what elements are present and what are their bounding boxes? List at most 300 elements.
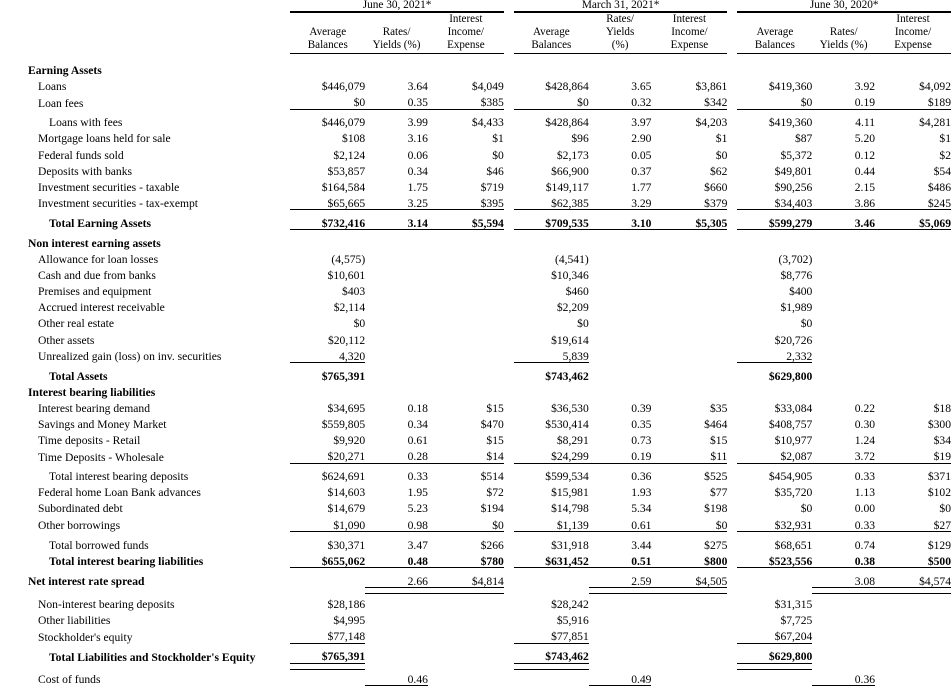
section-heading-non-interest-earning-assets — [0, 233, 951, 249]
cell-value: $395 — [480, 196, 504, 210]
cell-value: $385 — [480, 96, 504, 110]
cell-value: $4,281 — [919, 116, 951, 130]
empty-cell — [290, 233, 365, 249]
cell-value — [428, 266, 504, 282]
cell-value — [589, 250, 652, 266]
cell-value: $0 — [800, 502, 813, 516]
cell-value: $66,900 — [551, 164, 589, 178]
cell-value: 0.98 — [407, 518, 428, 532]
empty-cell — [737, 233, 812, 249]
column-gap — [504, 447, 514, 464]
column-gap — [504, 193, 514, 210]
cell-value: $28,242 — [551, 597, 589, 611]
cell-value: $266 — [480, 538, 504, 552]
cell-value — [589, 594, 652, 611]
cell-value: 4.11 — [855, 116, 876, 130]
cell-value — [875, 298, 951, 314]
header-rates-yields-g1: Rates/ Yields (%) — [365, 12, 428, 53]
empty-cell — [428, 233, 504, 249]
row-interest-bearing-demand — [0, 398, 951, 414]
cell-value: $732,416 — [321, 216, 366, 230]
cell-value: (4,575) — [331, 253, 366, 267]
column-gap — [727, 398, 737, 414]
cell-value: 3.25 — [407, 196, 428, 210]
empty-cell — [365, 61, 428, 77]
row-investment-securities-tax-exempt — [0, 193, 951, 210]
row-cost-of-funds — [0, 669, 951, 686]
column-gap — [504, 161, 514, 177]
cell-value: $500 — [927, 554, 951, 568]
column-gap — [727, 161, 737, 177]
corner-cell — [0, 0, 290, 12]
column-gap — [504, 213, 514, 230]
cell-value — [365, 627, 428, 644]
cell-value: $408,757 — [768, 418, 813, 431]
cell-value: $36,530 — [551, 401, 589, 415]
row-unrealized-gain-loss-inv-securities — [0, 346, 951, 363]
cell-value — [651, 627, 727, 644]
cell-value: $379 — [704, 196, 728, 210]
empty-cell — [589, 233, 652, 249]
cell-value: $1 — [715, 132, 728, 146]
cell-value — [812, 282, 875, 298]
column-gap — [727, 129, 737, 145]
row-total-interest-bearing-deposits — [0, 467, 951, 483]
cell-value: 0.46 — [407, 672, 428, 686]
empty-cell — [504, 61, 514, 77]
row-label: Cash and due from banks — [38, 269, 156, 283]
cell-value: $765,391 — [321, 369, 366, 383]
cell-value: $34,695 — [327, 401, 366, 415]
section-heading-earning-assets — [0, 61, 951, 77]
row-label: Subordinated debt — [38, 502, 123, 516]
cell-value — [875, 594, 951, 611]
cell-value: $1,989 — [780, 301, 813, 315]
row-label: Premises and equipment — [38, 285, 152, 299]
cell-value: 2.59 — [631, 574, 652, 588]
cell-value: $0 — [939, 502, 951, 516]
cell-value: $419,360 — [768, 116, 813, 130]
empty-cell — [727, 382, 737, 398]
cell-value — [651, 282, 727, 298]
cell-value: $743,462 — [545, 650, 589, 664]
row-accrued-interest-receivable — [0, 298, 951, 314]
column-gap — [727, 431, 737, 447]
empty-cell — [365, 233, 428, 249]
cell-value — [651, 346, 727, 363]
cell-value: $446,079 — [321, 80, 366, 94]
row-label: Time deposits - Retail — [38, 434, 141, 448]
row-label: Non-interest bearing deposits — [38, 597, 175, 611]
column-gap — [727, 177, 737, 193]
cell-value: $18 — [933, 401, 951, 415]
cell-value: 3.86 — [854, 196, 876, 210]
cell-value: 3.46 — [854, 216, 876, 230]
row-label: Savings and Money Market — [38, 418, 167, 431]
row-label: Total Assets — [49, 369, 108, 383]
empty-cell — [428, 61, 504, 77]
cell-value: 1.24 — [854, 434, 876, 448]
cell-value: $719 — [480, 180, 504, 194]
column-gap — [504, 93, 514, 110]
cell-value — [812, 330, 875, 346]
cell-value: $19,614 — [551, 333, 589, 347]
cell-value: $90,256 — [774, 180, 813, 194]
cell-value: 0.05 — [631, 148, 652, 162]
column-gap — [504, 330, 514, 346]
cell-value: 5.23 — [407, 502, 428, 516]
cell-value: $102 — [927, 486, 951, 500]
cell-value: $0 — [353, 96, 366, 110]
column-group-header-row — [0, 0, 951, 12]
cell-value: $629,800 — [768, 369, 813, 383]
cell-value — [875, 647, 951, 664]
cell-value: $4,574 — [919, 574, 951, 588]
empty-cell — [290, 382, 365, 398]
column-gap — [727, 298, 737, 314]
row-label: Total interest bearing deposits — [49, 470, 189, 484]
column-gap — [727, 627, 737, 644]
cell-value: 3.14 — [407, 216, 428, 230]
cell-value — [428, 366, 504, 382]
cell-value — [428, 627, 504, 644]
cell-value: 1.75 — [407, 180, 428, 194]
cell-value: $780 — [480, 554, 504, 568]
cell-value: 0.61 — [407, 434, 428, 448]
column-gap — [504, 627, 514, 644]
row-label: Other borrowings — [38, 519, 121, 533]
cell-value: $129 — [927, 538, 951, 552]
cell-value: 5,839 — [562, 349, 589, 363]
header-body-spacer — [0, 53, 951, 61]
cell-value: $53,857 — [327, 164, 366, 178]
cell-value: $709,535 — [545, 216, 589, 230]
column-gap — [727, 330, 737, 346]
cell-value: $800 — [704, 554, 728, 568]
cell-value: $20,271 — [327, 450, 366, 464]
cell-value: $65,665 — [327, 196, 366, 210]
cell-value — [812, 594, 875, 611]
column-gap — [504, 113, 514, 129]
column-group-june-2020: June 30, 2020* — [737, 0, 951, 12]
header-interest-income-g3: Interest Income/ Expense — [875, 12, 951, 53]
cell-value: 0.34 — [407, 418, 428, 431]
cell-value — [428, 282, 504, 298]
section-heading: Net interest rate spread — [28, 575, 145, 589]
cell-value: 5.34 — [631, 502, 652, 516]
cell-value: 0.38 — [854, 554, 876, 568]
column-gap — [727, 250, 737, 266]
header-interest-income-g1: Interest Income/ Expense — [428, 12, 504, 53]
cell-value — [812, 627, 875, 644]
cell-value: 1.77 — [631, 180, 652, 194]
row-savings-and-money-market — [0, 415, 951, 431]
cell-value: $19 — [933, 450, 951, 464]
row-stockholders-equity — [0, 627, 951, 644]
cell-value: 0.30 — [854, 418, 876, 431]
column-gap — [727, 571, 737, 588]
row-mortgage-loans-held-for-sale — [0, 129, 951, 145]
empty-cell — [514, 61, 589, 77]
column-gap — [727, 611, 737, 627]
row-label: Allowance for loan losses — [38, 253, 159, 267]
section-heading: Earning Assets — [28, 64, 102, 78]
row-other-liabilities — [0, 611, 951, 627]
column-gap — [504, 535, 514, 551]
cell-value — [365, 282, 428, 298]
cell-value: 3.47 — [407, 538, 428, 552]
cell-value: $87 — [794, 132, 813, 146]
cell-value: $34 — [933, 434, 951, 448]
column-gap — [504, 551, 514, 568]
row-label: Federal funds sold — [38, 148, 124, 162]
cell-value: 0.00 — [854, 502, 876, 516]
row-label: Stockholder's equity — [38, 630, 133, 644]
section-heading: Interest bearing liabilities — [28, 385, 156, 399]
cell-value: $460 — [565, 285, 589, 299]
column-gap — [727, 669, 737, 686]
cell-value: $189 — [927, 96, 951, 110]
cell-value — [875, 346, 951, 363]
cell-value: $108 — [342, 132, 366, 146]
row-label: Loans with fees — [49, 116, 123, 130]
column-gap — [504, 515, 514, 532]
cell-value: $198 — [704, 502, 728, 516]
cell-value: $400 — [789, 285, 813, 299]
cell-value: $403 — [342, 285, 366, 299]
row-label: Total Liabilities and Stockholder's Equity — [49, 650, 256, 664]
cell-value: $486 — [927, 180, 951, 194]
column-gap — [504, 282, 514, 298]
empty-cell — [727, 61, 737, 77]
cell-value — [428, 298, 504, 314]
empty-cell — [365, 382, 428, 398]
cell-value — [875, 669, 951, 686]
cell-value: $30,371 — [327, 538, 366, 552]
column-gap — [504, 467, 514, 483]
cell-value: $14,603 — [327, 486, 366, 500]
column-gap — [504, 483, 514, 499]
empty-cell — [812, 61, 875, 77]
cell-value: $11 — [710, 450, 728, 464]
cell-value: $54 — [933, 164, 951, 178]
column-gap — [727, 366, 737, 382]
empty-cell — [651, 61, 727, 77]
cell-value: $275 — [704, 538, 728, 552]
cell-value: $0 — [577, 96, 589, 110]
row-total-borrowed-funds — [0, 535, 951, 551]
cell-value: $96 — [571, 132, 589, 146]
empty-cell — [589, 61, 652, 77]
column-gap — [727, 113, 737, 129]
cell-value — [875, 250, 951, 266]
empty-cell — [514, 233, 589, 249]
cell-value — [589, 366, 652, 382]
cell-value: $46 — [486, 164, 504, 178]
row-cash-and-due-from-banks — [0, 266, 951, 282]
cell-value — [589, 314, 652, 330]
empty-cell — [875, 233, 951, 249]
cell-value: 3.10 — [631, 216, 652, 230]
row-premises-and-equipment — [0, 282, 951, 298]
row-label: Loan fees — [38, 96, 84, 110]
cell-value — [875, 282, 951, 298]
cell-value: $624,691 — [321, 470, 366, 484]
cell-value: $0 — [353, 317, 366, 331]
section-heading: Non interest earning assets — [28, 236, 161, 250]
cell-value: 1.93 — [631, 486, 652, 500]
table-body — [0, 61, 951, 689]
cell-value: 0.12 — [854, 148, 876, 162]
header-rates-yields-g2: Rates/ Yields (%) — [589, 12, 652, 53]
cell-value: 3.44 — [631, 538, 652, 552]
cell-value: $0 — [715, 148, 728, 162]
cell-value — [365, 647, 428, 664]
cell-value: 3.29 — [631, 196, 652, 210]
cell-value: $0 — [577, 317, 589, 331]
cell-value: 0.35 — [407, 96, 428, 110]
cell-value: 0.33 — [854, 470, 876, 484]
cell-value: $2,209 — [556, 301, 589, 315]
group-gap-1 — [504, 0, 514, 12]
cell-value: $62,385 — [551, 196, 589, 210]
row-net-interest-rate-spread — [0, 571, 951, 588]
cell-value — [589, 266, 652, 282]
cell-value — [812, 647, 875, 664]
cell-value: $599,534 — [545, 470, 589, 484]
cell-value — [428, 346, 504, 363]
column-gap — [504, 571, 514, 588]
cell-value — [812, 611, 875, 627]
row-label: Cost of funds — [38, 673, 101, 687]
cell-value — [428, 250, 504, 266]
cell-value: 3.16 — [407, 132, 428, 146]
cell-value — [812, 250, 875, 266]
cell-value — [428, 594, 504, 611]
cell-value: 3.99 — [407, 116, 428, 130]
column-gap — [727, 499, 737, 515]
cell-value: $9,920 — [333, 434, 366, 448]
cell-value — [737, 669, 812, 686]
cell-value: $428,864 — [545, 116, 589, 130]
column-gap — [504, 415, 514, 431]
cell-value: $15 — [709, 434, 728, 448]
cell-value: $14,798 — [551, 502, 589, 516]
cell-value: $28,186 — [327, 597, 366, 611]
cell-value: $72 — [486, 486, 504, 500]
cell-value — [875, 627, 951, 644]
cell-value — [365, 346, 428, 363]
cell-value: $34,403 — [774, 196, 813, 210]
row-label: Mortgage loans held for sale — [38, 132, 171, 146]
cell-value: $525 — [704, 470, 728, 484]
cell-value — [651, 298, 727, 314]
cell-value: (3,702) — [778, 253, 813, 267]
cell-value — [428, 669, 504, 686]
cell-value: 0.61 — [631, 518, 652, 532]
cell-value: $1 — [939, 132, 951, 146]
cell-value — [589, 647, 652, 664]
cell-value: 5.20 — [854, 132, 876, 146]
cell-value — [514, 571, 589, 588]
cell-value: 0.36 — [854, 672, 876, 686]
cell-value — [365, 594, 428, 611]
row-other-borrowings — [0, 515, 951, 532]
cell-value: $4,433 — [471, 116, 504, 130]
cell-value: $470 — [480, 418, 504, 431]
header-interest-income-g2: Interest Income/ Expense — [651, 12, 727, 53]
cell-value: 2.66 — [407, 574, 428, 588]
cell-value — [589, 330, 652, 346]
row-total-assets — [0, 366, 951, 382]
cell-value — [812, 366, 875, 382]
cell-value: 0.18 — [407, 401, 428, 415]
header-avg-balances-g3: Average Balances — [737, 12, 812, 53]
cell-value: $0 — [492, 518, 504, 532]
cell-value — [651, 669, 727, 686]
cell-value: 3.64 — [407, 80, 428, 94]
cell-value: $300 — [927, 418, 951, 431]
cell-value: $1,139 — [556, 518, 589, 532]
cell-value: $5,916 — [556, 614, 589, 628]
cell-value — [365, 366, 428, 382]
cell-value: $62 — [709, 164, 728, 178]
cell-value: 0.51 — [631, 554, 652, 568]
cell-value: $2,114 — [333, 301, 366, 315]
column-gap — [727, 77, 737, 93]
cell-value: $371 — [927, 470, 951, 484]
row-label: Unrealized gain (loss) on inv. securities — [38, 350, 222, 364]
cell-value: $2,124 — [333, 148, 366, 162]
column-gap — [727, 145, 737, 161]
cell-value: $446,079 — [321, 116, 366, 130]
cell-value — [365, 314, 428, 330]
row-label: Total interest bearing liabilities — [49, 555, 204, 569]
cell-value: $10,601 — [327, 269, 366, 283]
cell-value: $14 — [486, 450, 504, 464]
empty-cell — [737, 61, 812, 77]
column-gap — [504, 129, 514, 145]
cell-value: $1,090 — [333, 518, 366, 532]
cell-value: 0.32 — [631, 96, 652, 110]
cell-value: $20,726 — [774, 333, 813, 347]
cell-value: $149,117 — [545, 180, 589, 194]
cell-value — [589, 298, 652, 314]
cell-value: $4,814 — [471, 574, 504, 588]
cell-value: $8,291 — [556, 434, 589, 448]
cell-value: $4,995 — [333, 614, 366, 628]
cell-value — [290, 571, 365, 588]
cell-value: 0.73 — [631, 434, 652, 448]
empty-cell — [651, 382, 727, 398]
cell-value — [428, 611, 504, 627]
row-time-deposits-wholesale — [0, 447, 951, 464]
cell-value: $559,805 — [321, 418, 366, 431]
cell-value: $77,148 — [327, 630, 366, 644]
column-gap — [504, 77, 514, 93]
row-label: Total borrowed funds — [49, 538, 149, 552]
cell-value: 0.34 — [407, 164, 428, 178]
empty-cell — [737, 382, 812, 398]
cell-value — [651, 594, 727, 611]
cell-value: $3,861 — [695, 80, 728, 94]
group-gap-2 — [727, 0, 737, 12]
cell-value — [365, 266, 428, 282]
row-loans-with-fees — [0, 113, 951, 129]
cell-value — [875, 366, 951, 382]
row-subordinated-debt — [0, 499, 951, 515]
cell-value: $8,776 — [780, 269, 813, 283]
